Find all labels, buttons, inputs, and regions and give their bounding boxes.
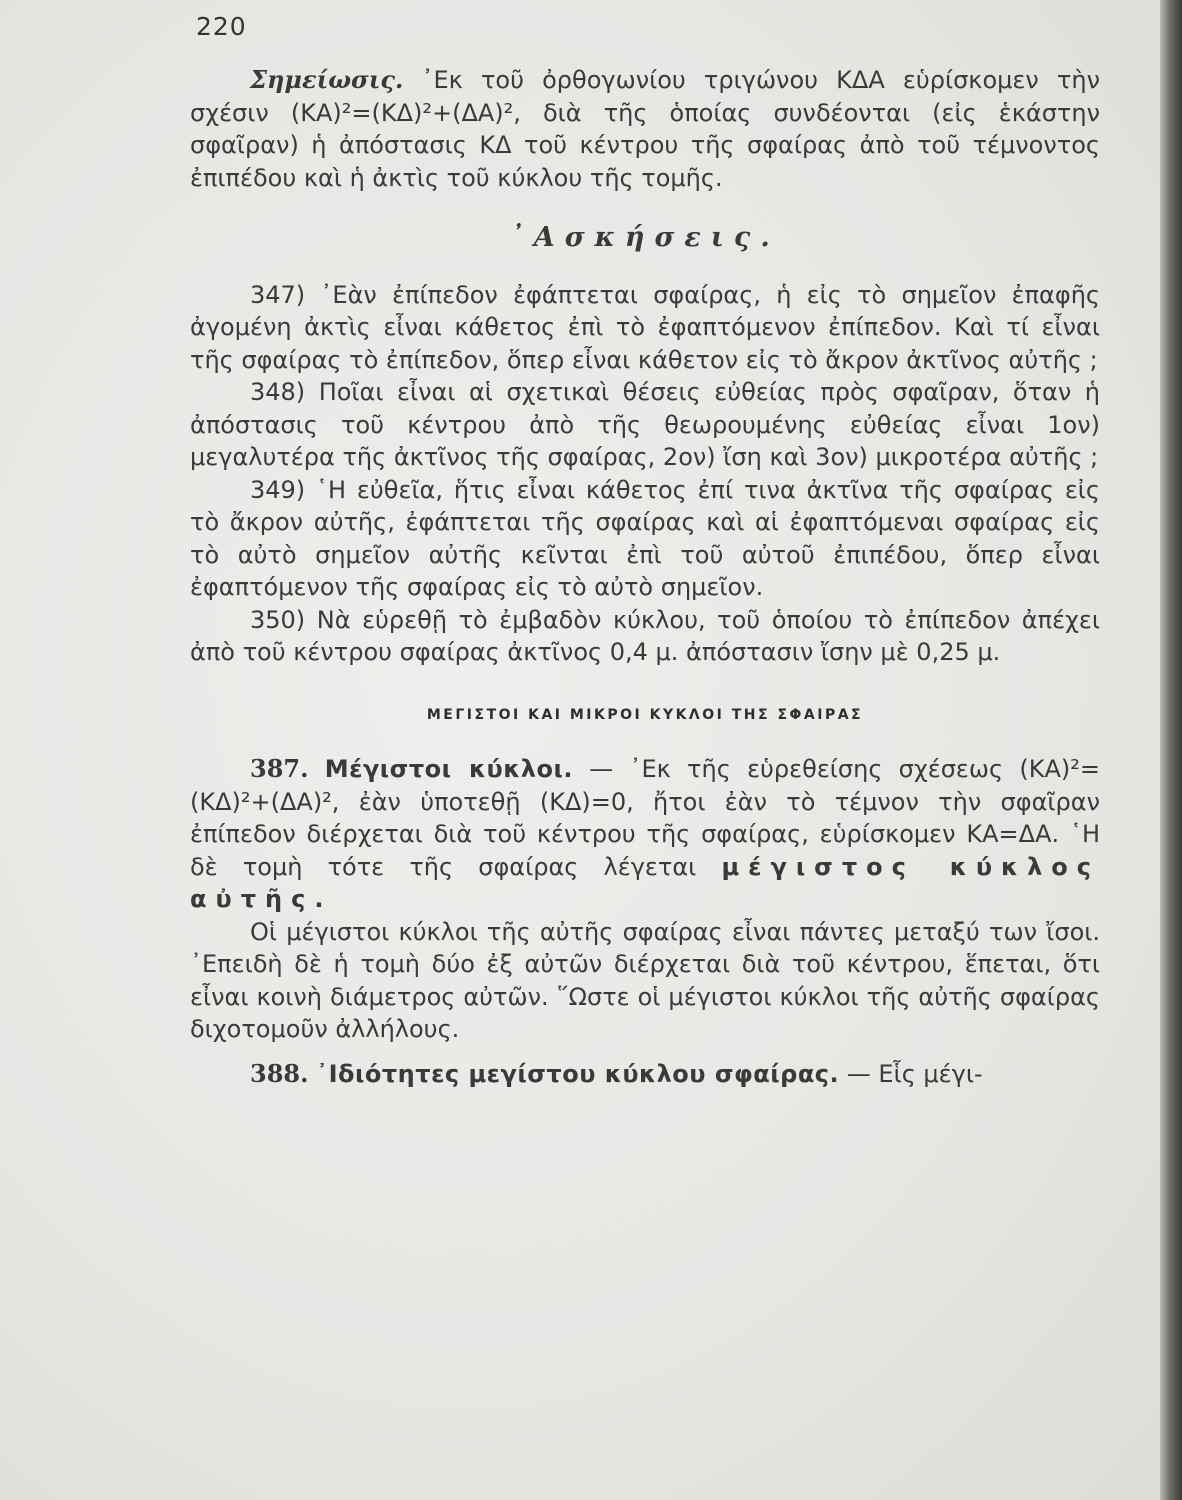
exercise-348: 348) Ποῖαι εἶναι αἱ σχετικαὶ θέσεις εὐθείας πρὸς σφαῖραν, ὅταν ἡ ἀπόστασις τοῦ κέντρου ἀπὸ τῆς θεωρουμένης εὐθείας εἶναι 1ον) μεγαλυτέρα τῆς ἀκτῖνος τῆς σφαίρας, 2ον) ἴση καὶ 3ον) μικροτέρα αὐτῆς ; bbox=[190, 378, 1100, 471]
section-heading: ΜΕΓΙΣΤΟΙ ΚΑΙ ΜΙΚΡΟΙ ΚΥΚΛΟΙ ΤΗΣ ΣΦΑΙΡΑΣ bbox=[426, 706, 864, 723]
article-388-title: ᾿Ιδιότητες μεγίστου κύκλου σφαίρας. bbox=[316, 1059, 840, 1088]
note-paragraph bbox=[190, 64, 1100, 194]
article-387-number: 387. bbox=[250, 754, 309, 783]
exercise-347: 347) ᾿Εὰν ἐπίπεδον ἐφάπτεται σφαίρας, ἡ εἰς τὸ σημεῖον ἐπαφῆς ἀγομένη ἀκτὶς εἶναι κάθετος ἐπὶ τὸ ἐφαπτόμενον ἐπίπεδον. Καὶ τί εἶναι τῆς σφαίρας τὸ ἐπίπεδον, ὅπερ εἶναι κάθετον εἰς τὸ ἄκρον ἀκτῖνος αὐτῆς ; bbox=[190, 280, 1100, 374]
article-387-text: — ᾿Εκ τῆς εὑρεθείσης σχέσεως (ΚΑ)²=(ΚΔ)²+(ΔΑ)², ἐὰν ὑποτεθῇ (ΚΔ)=0, ἤτοι ἐὰν τὸ τέμνον τὴν σφαῖραν ἐπίπεδον διέρχεται διὰ τοῦ κέντρου τῆς σφαίρας, εὑρίσκομεν ΚΑ=ΔΑ. ῾Η δὲ τομὴ τότε τῆς σφαίρας λέγεται bbox=[190, 755, 1100, 881]
exercise-350: 350) Νὰ εὑρεθῇ τὸ ἐμβαδὸν κύκλου, τοῦ ὁποίου τὸ ἐπίπεδον ἀπέχει ἀπὸ τοῦ κέντρου σφαίρας ἀκτῖνος 0,4 μ. ἀπόστασιν ἴσην μὲ 0,25 μ. bbox=[190, 605, 1100, 666]
page-content bbox=[190, 64, 1100, 1090]
article-388-paragraph bbox=[190, 1058, 1100, 1091]
article-388-number: 388. bbox=[250, 1058, 309, 1088]
note-text: ᾿Εκ τοῦ ὀρθογωνίου τριγώνου ΚΔΑ εὑρίσκομεν τὴν σχέσιν (ΚΑ)²=(ΚΔ)²+(ΔΑ)², διὰ τῆς ὁποίας συνδέονται (εἰς ἑκάστην σφαῖραν) ἡ ἀπόστασις ΚΔ τοῦ κέντρου τῆς σφαίρας ἀπὸ τοῦ τέμνοντος ἐπιπέδου καὶ ἡ ἀκτὶς τοῦ κύκλου τῆς τομῆς. bbox=[190, 66, 1100, 192]
exercises-list bbox=[190, 279, 1100, 669]
article-387-term: μέγιστος κύκλος αὐτῆς. bbox=[190, 852, 1100, 913]
note-label: Σημείωσις. bbox=[250, 65, 404, 94]
article-388-text: — Εἷς μέγι- bbox=[839, 1059, 983, 1088]
article-387-paragraph-2: Οἱ μέγιστοι κύκλοι τῆς αὐτῆς σφαίρας εἶναι πάντες μεταξύ των ἴσοι. ᾿Επειδὴ δὲ ἡ τομὴ δύο ἐξ αὐτῶν διέρχεται διὰ τοῦ κέντρου, ἕπεται, ὅτι εἶναι κοινὴ διάμετρος αὐτῶν. ῞Ωστε οἱ μέγιστοι κύκλοι τῆς αὐτῆς σφαίρας διχοτομοῦν ἀλλήλους. bbox=[190, 917, 1100, 1043]
article-387-title: Μέγιστοι κύκλοι. bbox=[324, 755, 573, 783]
page-number: 220 bbox=[196, 12, 247, 41]
exercise-349: 349) ῾Η εὐθεῖα, ἥτις εἶναι κάθετος ἐπί τινα ἀκτῖνα τῆς σφαίρας εἰς τὸ ἄκρον αὐτῆς, ἐφάπτεται τῆς σφαίρας καὶ αἱ ἐφαπτόμεναι σφαίρας εἰς τὸ αὐτὸ σημεῖον αὐτῆς κεῖνται ἐπὶ τοῦ αὐτοῦ ἐπιπέδου, ὅπερ εἶναι ἐφαπτόμενον τῆς σφαίρας εἰς τὸ αὐτὸ σημεῖον. bbox=[190, 475, 1100, 601]
book-binding bbox=[1160, 0, 1182, 1500]
exercises-title: ᾿Ασκήσεις. bbox=[510, 222, 780, 253]
article-387-paragraph bbox=[190, 753, 1100, 916]
